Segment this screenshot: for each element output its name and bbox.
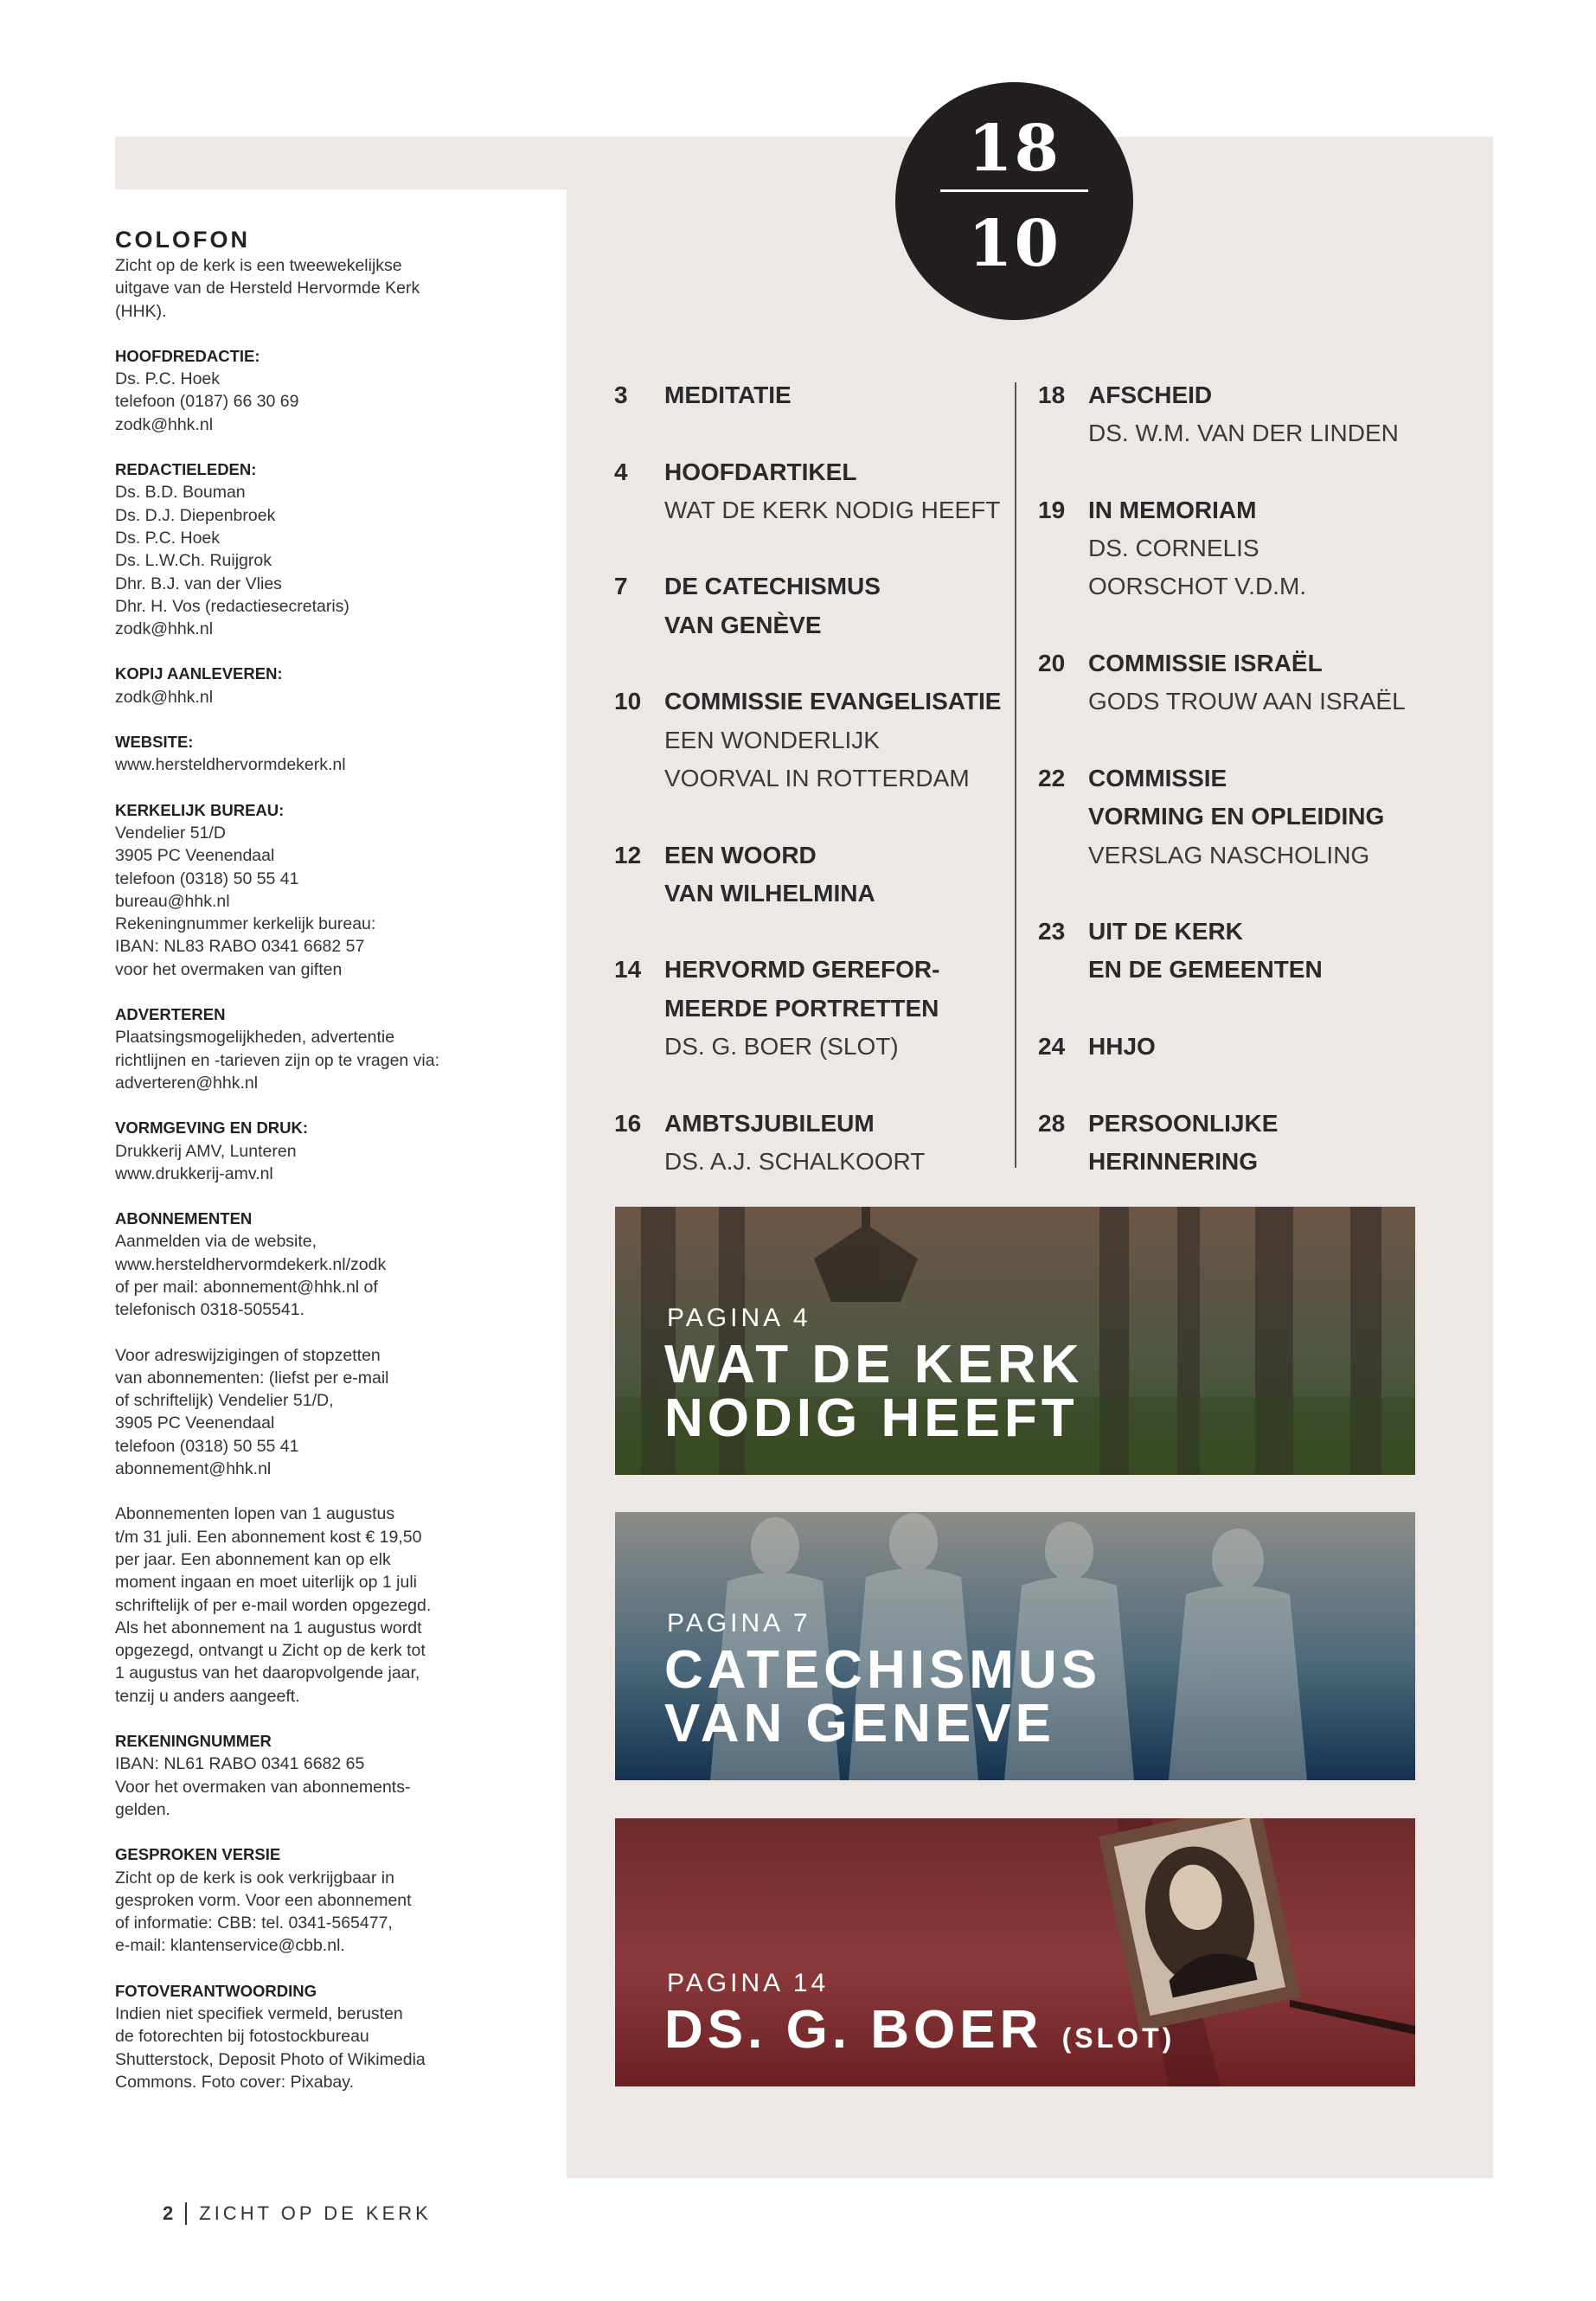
toc-subtitle-line: OORSCHOT V.D.M.: [1088, 573, 1307, 600]
toc-entry-text: [1088, 760, 1384, 875]
colofon-line: Vendelier 51/D: [115, 823, 226, 843]
toc-entry-text: [664, 567, 881, 644]
toc-page-number: 10: [614, 688, 642, 715]
toc-entry[interactable]: [1038, 376, 1445, 453]
toc-entry-text: [1088, 1105, 1278, 1182]
toc-right-column: [1038, 376, 1445, 1220]
colofon-line: e-mail: klantenservice@cbb.nl.: [115, 1936, 345, 1956]
toc-title-line: AFSCHEID: [1088, 381, 1213, 408]
colofon-section: [115, 663, 496, 708]
toc-title-line: MEERDE PORTRETTEN: [664, 994, 939, 1022]
colofon-section: [115, 1344, 496, 1481]
colofon-section: [115, 1730, 496, 1821]
toc-page-number: 28: [1038, 1109, 1066, 1137]
colofon-line: Ds. D.J. Diepenbroek: [115, 505, 276, 525]
toc-title-line: EN DE GEMEENTEN: [1088, 956, 1323, 984]
toc-entry-text: [664, 683, 1001, 798]
colofon-heading: WEBSITE:: [115, 733, 194, 752]
toc-divider: [1015, 382, 1016, 1168]
colofon-section: [115, 1208, 496, 1321]
banner-title: [664, 1335, 1084, 1448]
colofon-line: uitgave van de Hersteld Hervormde Kerk: [115, 279, 420, 298]
toc-entry-text: [664, 453, 1000, 530]
toc-entry-text: [1088, 491, 1306, 606]
toc-entry[interactable]: [1038, 1028, 1445, 1066]
colofon-line: www.hersteldhervormdekerk.nl: [115, 755, 346, 775]
toc-subtitle-line: VOORVAL IN ROTTERDAM: [664, 764, 970, 792]
toc-entry[interactable]: [614, 683, 1012, 798]
toc-title-line: VORMING EN OPLEIDING: [1088, 803, 1385, 830]
colofon-section: [115, 799, 496, 981]
page-footer: [163, 2202, 432, 2225]
banner-title: [664, 2000, 1176, 2065]
toc-entry-text: [664, 1105, 925, 1182]
badge-divider: [940, 189, 1088, 192]
toc-subtitle-line: GODS TROUW AAN ISRAËL: [1088, 688, 1406, 715]
issue-number: 10: [968, 207, 1061, 281]
toc-title-line: DE CATECHISMUS: [664, 573, 881, 600]
colofon-heading: GESPROKEN VERSIE: [115, 1845, 281, 1864]
toc-page-number: 14: [614, 956, 642, 984]
colofon-heading: HOOFDREDACTIE:: [115, 346, 260, 365]
colofon-line: www.hersteldhervormdekerk.nl/zodk: [115, 1254, 387, 1274]
colofon-line: IBAN: NL61 RABO 0341 6682 65: [115, 1754, 365, 1774]
toc-title-line: HHJO: [1088, 1033, 1156, 1061]
colofon-line: gesproken vorm. Voor een abonnement: [115, 1890, 412, 1910]
colofon-line: Drukkerij AMV, Lunteren: [115, 1141, 297, 1161]
colofon-heading: ADVERTEREN: [115, 1005, 226, 1024]
toc-left-column: [614, 376, 1012, 1220]
toc-subtitle-line: EEN WONDERLIJK: [664, 726, 880, 753]
toc-title-line: HOOFDARTIKEL: [664, 458, 857, 485]
colofon-section: [115, 345, 496, 436]
colofon-line: gelden.: [115, 1799, 170, 1819]
banner-title-line: WAT DE KERK: [664, 1335, 1084, 1394]
toc-entry[interactable]: [614, 453, 1012, 530]
colofon-line: telefoon (0318) 50 55 41: [115, 1436, 299, 1456]
colofon-line: 3905 PC Veenendaal: [115, 846, 275, 866]
colofon-line: per jaar. Een abonnement kan op elk: [115, 1549, 391, 1569]
feature-banner-church[interactable]: [615, 1207, 1415, 1475]
toc-page-number: 16: [614, 1109, 642, 1137]
colofon-line: Voor adreswijzigingen of stopzetten: [115, 1345, 381, 1365]
toc-entry-text: [664, 376, 792, 414]
colofon-line: Shutterstock, Deposit Photo of Wikimedia: [115, 2049, 426, 2069]
toc-entry[interactable]: [614, 567, 1012, 644]
colofon-line: Dhr. H. Vos (redactiesecretaris): [115, 596, 349, 616]
toc-entry-text: [664, 836, 875, 913]
colofon-line: of per mail: abonnement@hhk.nl of: [115, 1277, 378, 1297]
colofon-line: telefonisch 0318-505541.: [115, 1300, 305, 1320]
colofon-section: [115, 1003, 496, 1094]
colofon-line: Als het abonnement na 1 augustus wordt: [115, 1618, 422, 1638]
colofon-line: Plaatsingsmogelijkheden, advertentie: [115, 1028, 395, 1048]
toc-page-number: 24: [1038, 1033, 1066, 1061]
colofon-line: Commons. Foto cover: Pixabay.: [115, 2072, 354, 2092]
colofon-line: tenzij u anders aangeeft.: [115, 1686, 300, 1706]
colofon-line: opgezegd, ontvangt u Zicht op de kerk tot: [115, 1641, 426, 1661]
toc-page-number: 19: [1038, 496, 1066, 523]
toc-title-line: PERSOONLIJKE: [1088, 1109, 1279, 1137]
toc-entry-text: [1088, 913, 1323, 990]
banner-title-suffix: (SLOT): [1061, 2022, 1176, 2054]
toc-page-number: 4: [614, 458, 628, 485]
colofon-line: of informatie: CBB: tel. 0341-565477,: [115, 1913, 393, 1933]
toc-entry[interactable]: [1038, 1105, 1445, 1182]
colofon-heading: REDACTIELEDEN:: [115, 460, 257, 479]
colofon-heading: KERKELIJK BUREAU:: [115, 800, 285, 819]
toc-page-number: 7: [614, 573, 628, 600]
toc-title-line: COMMISSIE EVANGELISATIE: [664, 688, 1002, 715]
banner-title-line: DS. G. BOER: [664, 2000, 1043, 2060]
toc-entry[interactable]: [1038, 491, 1445, 606]
toc-entry[interactable]: [1038, 760, 1445, 875]
toc-entry[interactable]: [1038, 913, 1445, 990]
issue-badge: [895, 82, 1133, 320]
colofon-heading: FOTOVERANTWOORDING: [115, 1981, 317, 2000]
toc-title-line: IN MEMORIAM: [1088, 496, 1257, 523]
toc-subtitle-line: DS. G. BOER (SLOT): [664, 1033, 899, 1061]
page-number: 2: [163, 2202, 174, 2224]
toc-entry-text: [1088, 644, 1406, 721]
colofon-title: COLOFON: [115, 227, 250, 253]
toc-entry[interactable]: [1038, 644, 1445, 721]
toc-subtitle-line: WAT DE KERK NODIG HEEFT: [664, 496, 1001, 523]
colofon-line: de fotorechten bij fotostockbureau: [115, 2027, 369, 2047]
colofon-line: Ds. B.D. Bouman: [115, 483, 246, 503]
toc-entry-text: [664, 951, 939, 1066]
toc-subtitle-line: DS. W.M. VAN DER LINDEN: [1088, 420, 1399, 447]
colofon-heading: VORMGEVING EN DRUK:: [115, 1118, 309, 1138]
colofon-line: zodk@hhk.nl: [115, 414, 214, 434]
toc-title-line: HERINNERING: [1088, 1147, 1259, 1175]
colofon-line: moment ingaan en moet uiterlijk op 1 juli: [115, 1573, 418, 1593]
colofon-line: Aanmelden via de website,: [115, 1232, 317, 1252]
colofon-line: www.drukkerij-amv.nl: [115, 1163, 273, 1183]
feature-banner-boer[interactable]: [615, 1818, 1415, 2086]
toc-title-line: VAN GENÈVE: [664, 611, 822, 638]
banner-title-line: NODIG HEEFT: [664, 1388, 1079, 1448]
toc-entry[interactable]: [614, 376, 1012, 414]
colofon-line: Voor het overmaken van abonnements-: [115, 1777, 411, 1797]
colofon-line: 1 augustus van het daaropvolgende jaar,: [115, 1663, 420, 1683]
colofon-section: [115, 1843, 496, 1957]
colofon-section: [115, 458, 496, 640]
toc-title-line: HERVORMD GEREFOR-: [664, 956, 940, 984]
colofon-section: [115, 1980, 496, 2093]
colofon-line: Zicht op de kerk is een tweewekelijkse: [115, 256, 402, 275]
feature-banner-catechismus[interactable]: [615, 1512, 1415, 1780]
toc-entry[interactable]: [614, 836, 1012, 913]
colofon-line: schriftelijk of per e-mail worden opgezegd.: [115, 1595, 432, 1615]
colofon-line: Dhr. B.J. van der Vlies: [115, 574, 282, 593]
banner-title-line: CATECHISMUS: [664, 1640, 1102, 1700]
colofon-line: van abonnementen: (liefst per e-mail: [115, 1368, 389, 1388]
toc-page-number: 20: [1038, 650, 1066, 677]
colofon-heading: REKENINGNUMMER: [115, 1732, 272, 1751]
issue-year: 18: [968, 112, 1061, 186]
colofon-heading: KOPIJ AANLEVEREN:: [115, 664, 283, 683]
colofon-section: [115, 731, 496, 777]
colofon-line: of schriftelijk) Vendelier 51/D,: [115, 1391, 334, 1411]
magazine-name: ZICHT OP DE KERK: [199, 2202, 432, 2224]
colofon-line: telefoon (0318) 50 55 41: [115, 868, 299, 888]
toc-title-line: EEN WOORD: [664, 841, 817, 868]
colofon-line: zodk@hhk.nl: [115, 619, 214, 639]
toc-entry[interactable]: [614, 1105, 1012, 1182]
colofon-line: telefoon (0187) 66 30 69: [115, 392, 299, 412]
colofon-line: bureau@hhk.nl: [115, 891, 230, 911]
colofon-line: Rekeningnummer kerkelijk bureau:: [115, 914, 376, 934]
colofon-line: Indien niet specifiek vermeld, berusten: [115, 2004, 403, 2023]
toc-title-line: VAN WILHELMINA: [664, 879, 875, 907]
toc-subtitle-line: VERSLAG NASCHOLING: [1088, 841, 1370, 868]
toc-title-line: AMBTSJUBILEUM: [664, 1109, 875, 1137]
toc-title-line: UIT DE KERK: [1088, 918, 1243, 945]
banner-page-label: PAGINA 14: [667, 1969, 830, 1997]
colofon-line: Ds. P.C. Hoek: [115, 369, 221, 389]
colofon-line: 3905 PC Veenendaal: [115, 1413, 275, 1433]
toc-title-line: COMMISSIE ISRAËL: [1088, 650, 1323, 677]
toc-page-number: 18: [1038, 381, 1066, 408]
colofon-line: Ds. P.C. Hoek: [115, 528, 221, 548]
colofon-section: [115, 254, 496, 323]
colofon-heading: ABONNEMENTEN: [115, 1209, 253, 1228]
colofon-section: [115, 1503, 496, 1708]
toc-entry-text: [1088, 376, 1399, 453]
colofon-line: zodk@hhk.nl: [115, 687, 214, 707]
footer-separator: [185, 2202, 187, 2225]
colofon-line: Zicht op de kerk is ook verkrijgbaar in: [115, 1868, 394, 1888]
colofon-line: Ds. L.W.Ch. Ruijgrok: [115, 551, 272, 571]
toc-page-number: 22: [1038, 764, 1066, 792]
colofon-line: abonnement@hhk.nl: [115, 1459, 272, 1479]
toc-page-number: 23: [1038, 918, 1066, 945]
toc-page-number: 12: [614, 841, 642, 868]
toc-title-line: MEDITATIE: [664, 381, 792, 408]
banner-title-line: VAN GENEVE: [664, 1694, 1055, 1753]
banner-page-label: PAGINA 4: [667, 1304, 811, 1332]
toc-page-number: 3: [614, 381, 628, 408]
colofon-line: Abonnementen lopen van 1 augustus: [115, 1504, 395, 1524]
colofon: [115, 227, 496, 2093]
colofon-line: voor het overmaken van giften: [115, 959, 343, 979]
toc-entry[interactable]: [614, 951, 1012, 1066]
colofon-line: t/m 31 juli. Een abonnement kost € 19,50: [115, 1527, 422, 1547]
colofon-section: [115, 1117, 496, 1185]
colofon-line: IBAN: NL83 RABO 0341 6682 57: [115, 937, 365, 957]
toc-title-line: COMMISSIE: [1088, 764, 1227, 792]
banner-page-label: PAGINA 7: [667, 1609, 811, 1638]
toc-entry-text: [1088, 1028, 1156, 1066]
colofon-line: adverteren@hhk.nl: [115, 1073, 259, 1093]
toc-subtitle-line: DS. A.J. SCHALKOORT: [664, 1147, 926, 1175]
colofon-line: (HHK).: [115, 301, 167, 321]
colofon-line: richtlijnen en -tarieven zijn op te vragen via:: [115, 1050, 440, 1070]
toc-subtitle-line: DS. CORNELIS: [1088, 535, 1259, 562]
banner-title: [664, 1640, 1102, 1753]
